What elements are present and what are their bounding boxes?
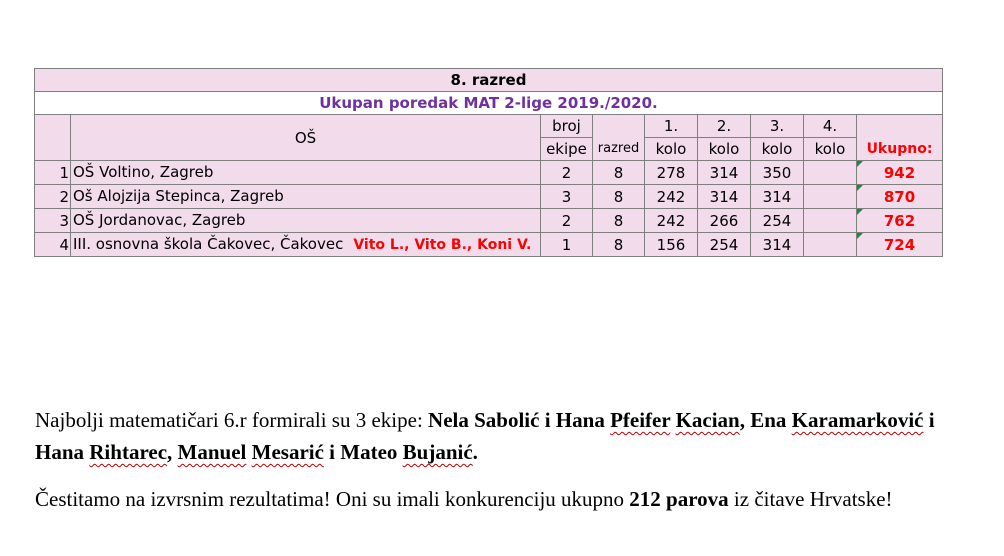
header-index <box>35 115 71 161</box>
row-round1: 156 <box>645 233 698 257</box>
row-round3: 314 <box>751 233 804 257</box>
row-index: 2 <box>35 185 71 209</box>
header-total: Ukupno: <box>857 115 943 161</box>
header-teams-2: ekipe <box>541 138 593 161</box>
row-round1: 278 <box>645 161 698 185</box>
row-round3: 350 <box>751 161 804 185</box>
row-index: 1 <box>35 161 71 185</box>
row-round2: 254 <box>698 233 751 257</box>
table-title: 8. razred <box>35 69 943 92</box>
header-row <box>35 115 943 138</box>
row-round2: 314 <box>698 185 751 209</box>
table-row <box>35 233 943 257</box>
row-teams: 2 <box>541 161 593 185</box>
row-teams: 2 <box>541 209 593 233</box>
team2-part: i Hana <box>35 408 935 464</box>
table-row <box>35 161 943 185</box>
header-round3-1: 3. <box>751 115 804 138</box>
row-teams: 1 <box>541 233 593 257</box>
team2-part: Karamarković <box>791 408 924 432</box>
row-school-name: OŠ Voltino, Zagreb <box>73 163 214 181</box>
row-grade: 8 <box>593 161 645 185</box>
header-round4-1: 4. <box>804 115 857 138</box>
teams-paragraph <box>35 404 935 468</box>
team3-part: i Mateo <box>323 440 403 464</box>
team3-part: Mesarić <box>251 440 324 464</box>
row-round1: 242 <box>645 185 698 209</box>
row-school <box>71 209 541 233</box>
row-round3: 314 <box>751 185 804 209</box>
row-teams: 3 <box>541 185 593 209</box>
congrats-text: Čestitamo na izvrsnim rezultatima! Oni su imali konkurenciju ukupno <box>35 487 630 511</box>
row-school <box>71 161 541 185</box>
pairs-count: 212 parova <box>629 487 729 511</box>
table-row <box>35 209 943 233</box>
team2-part: Rihtarec <box>89 440 168 464</box>
header-school: OŠ <box>71 115 541 161</box>
row-school-name: OŠ Jordanovac, Zagreb <box>73 211 246 229</box>
header-grade: razred <box>593 115 645 161</box>
row-school <box>71 233 541 257</box>
team3-part: Manuel <box>177 440 247 464</box>
row-total: 870 <box>857 185 943 209</box>
team-separator: , <box>167 440 178 464</box>
header-round4-2: kolo <box>804 138 857 161</box>
row-total: 942 <box>857 161 943 185</box>
row-round1: 242 <box>645 209 698 233</box>
table-subtitle: Ukupan poredak MAT 2-lige 2019./2020. <box>35 92 943 115</box>
row-index: 4 <box>35 233 71 257</box>
congrats-paragraph <box>35 483 935 515</box>
row-round2: 266 <box>698 209 751 233</box>
row-round4 <box>804 233 857 257</box>
team1-part: Nela Sabolić i Hana <box>428 408 611 432</box>
congrats-text-end: iz čitave Hrvatske! <box>728 487 893 511</box>
header-round3-2: kolo <box>751 138 804 161</box>
row-members: Vito L., Vito B., Koni V. <box>353 237 532 253</box>
row-total: 762 <box>857 209 943 233</box>
teams-intro: Najbolji matematičari 6.r formirali su 3 ekipe: <box>35 408 429 432</box>
row-round4 <box>804 209 857 233</box>
header-round1-2: kolo <box>645 138 698 161</box>
row-round4 <box>804 185 857 209</box>
header-round2-1: 2. <box>698 115 751 138</box>
team-separator: , Ena <box>739 408 792 432</box>
header-round1-1: 1. <box>645 115 698 138</box>
header-teams-1: broj <box>541 115 593 138</box>
row-round3: 254 <box>751 209 804 233</box>
row-grade: 8 <box>593 209 645 233</box>
ranking-sheet <box>34 68 942 257</box>
row-grade: 8 <box>593 185 645 209</box>
team1-part: Pfeifer <box>610 408 671 432</box>
row-grade: 8 <box>593 233 645 257</box>
team1-part: Kacian <box>675 408 740 432</box>
table-row <box>35 185 943 209</box>
team-end: . <box>472 440 478 464</box>
row-school-name: Oš Alojzija Stepinca, Zagreb <box>73 187 284 205</box>
row-round4 <box>804 161 857 185</box>
row-school <box>71 185 541 209</box>
header-round2-2: kolo <box>698 138 751 161</box>
team3-part: Bujanić <box>402 440 473 464</box>
row-index: 3 <box>35 209 71 233</box>
row-round2: 314 <box>698 161 751 185</box>
row-total: 724 <box>857 233 943 257</box>
ranking-table <box>34 68 943 257</box>
row-school-name: III. osnovna škola Čakovec, Čakovec <box>73 235 344 253</box>
